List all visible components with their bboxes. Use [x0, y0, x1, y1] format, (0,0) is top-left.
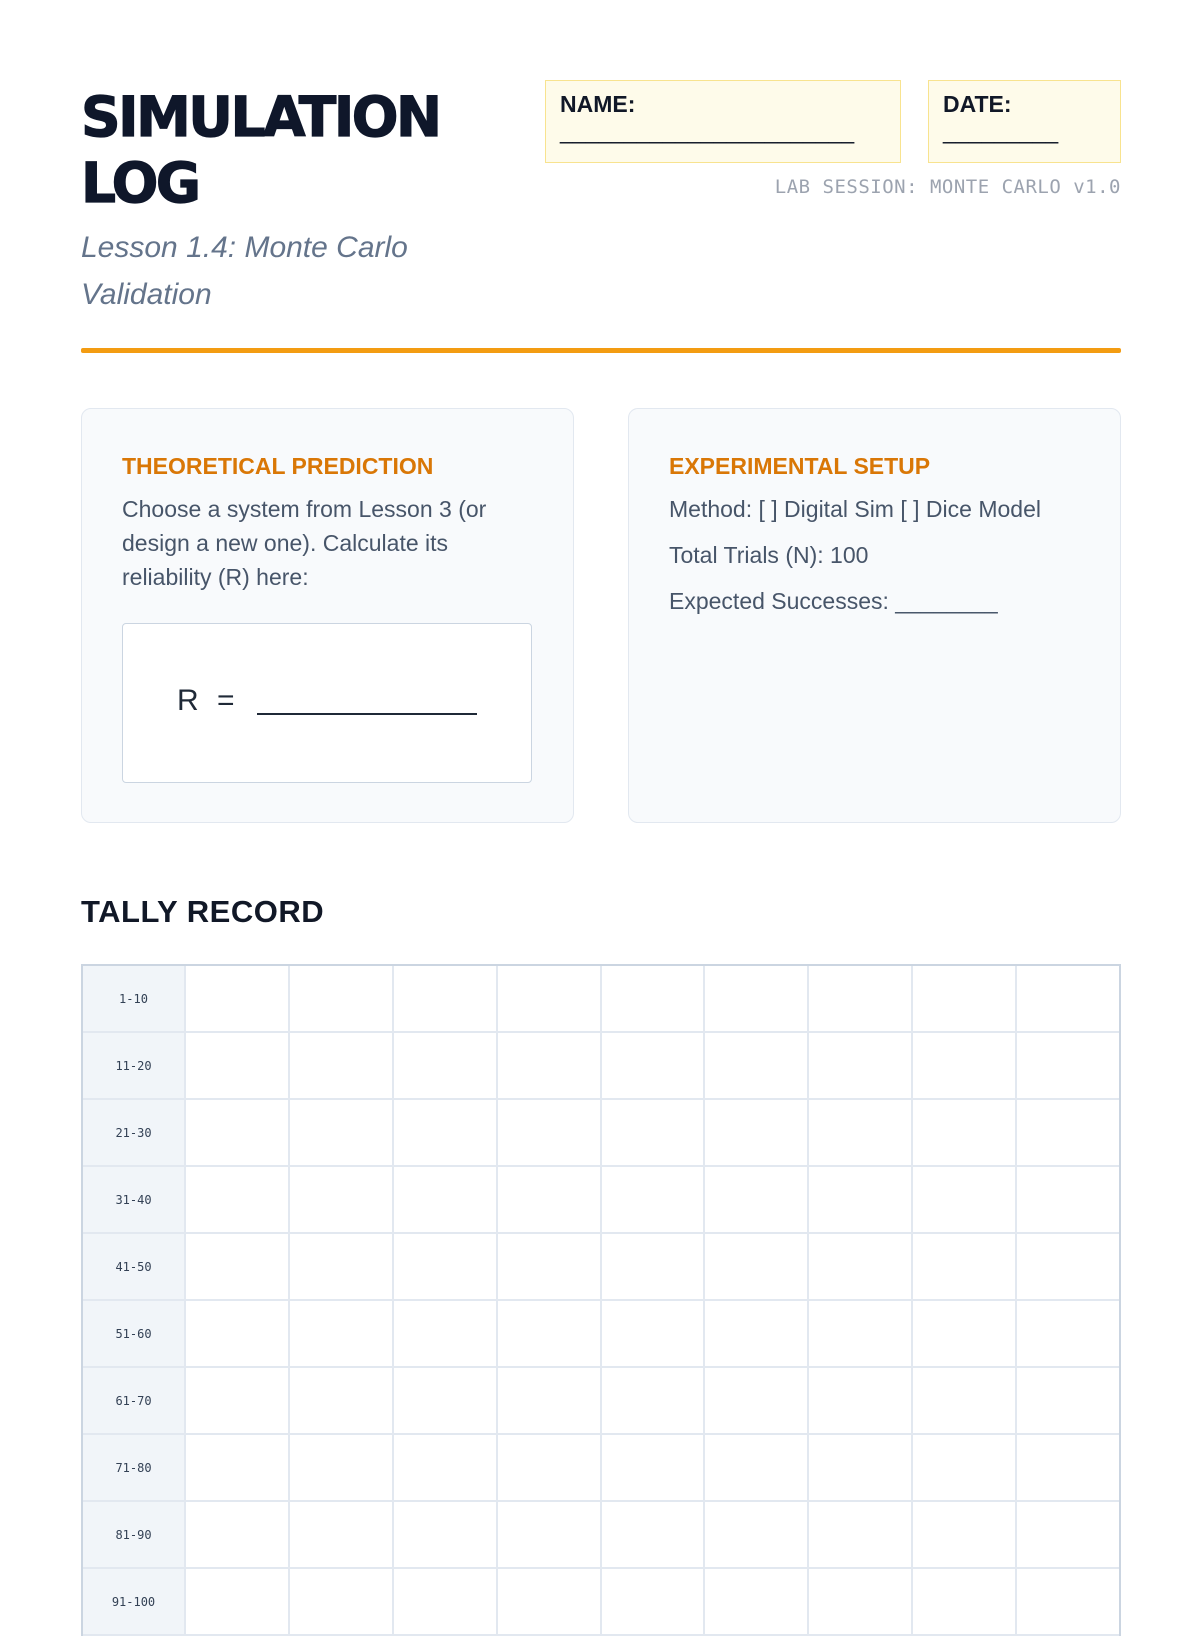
- tally-row: [83, 1368, 1119, 1435]
- tally-cell[interactable]: [705, 1100, 809, 1165]
- tally-row: [83, 1100, 1119, 1167]
- tally-cell[interactable]: [1017, 1234, 1119, 1299]
- tally-cell[interactable]: [394, 1234, 498, 1299]
- tally-cell[interactable]: [602, 1435, 706, 1500]
- tally-cell[interactable]: [1017, 1435, 1119, 1500]
- tally-cell[interactable]: [602, 1502, 706, 1567]
- tally-cell[interactable]: [1017, 1167, 1119, 1232]
- tally-cell[interactable]: [602, 1368, 706, 1433]
- name-field[interactable]: [545, 80, 901, 163]
- tally-cell[interactable]: [186, 1435, 290, 1500]
- tally-row-label: 51-60: [83, 1301, 186, 1366]
- tally-row: [83, 1569, 1119, 1636]
- title-line-1: SIMULATION: [81, 85, 440, 149]
- tally-cell[interactable]: [809, 1301, 913, 1366]
- page-title: [81, 84, 501, 216]
- tally-cell[interactable]: [913, 1368, 1017, 1433]
- tally-cell[interactable]: [394, 1435, 498, 1500]
- tally-cell[interactable]: [913, 1033, 1017, 1098]
- tally-cell[interactable]: [913, 1435, 1017, 1500]
- date-blank: _________: [943, 118, 1059, 144]
- title-line-2: LOG: [81, 151, 199, 215]
- tally-cell[interactable]: [705, 1033, 809, 1098]
- tally-cell[interactable]: [394, 1100, 498, 1165]
- tally-cell[interactable]: [290, 1435, 394, 1500]
- tally-cell[interactable]: [1017, 1368, 1119, 1433]
- tally-cell[interactable]: [1017, 1569, 1119, 1634]
- tally-cell[interactable]: [290, 1234, 394, 1299]
- experimental-setup-card: [628, 408, 1121, 823]
- tally-cell[interactable]: [705, 1502, 809, 1567]
- tally-row-label: 61-70: [83, 1368, 186, 1433]
- tally-cell[interactable]: [186, 1167, 290, 1232]
- name-blank: _______________________: [560, 118, 855, 144]
- tally-cell[interactable]: [602, 1033, 706, 1098]
- tally-cell[interactable]: [809, 1435, 913, 1500]
- tally-cell[interactable]: [498, 1569, 602, 1634]
- tally-cell[interactable]: [498, 1368, 602, 1433]
- tally-cell[interactable]: [498, 1502, 602, 1567]
- tally-cell[interactable]: [809, 1368, 913, 1433]
- tally-cell[interactable]: [290, 1167, 394, 1232]
- tally-cell[interactable]: [809, 966, 913, 1031]
- tally-row: [83, 1301, 1119, 1368]
- tally-row-label: 81-90: [83, 1502, 186, 1567]
- answer-underline[interactable]: [257, 713, 477, 715]
- tally-cell[interactable]: [602, 1167, 706, 1232]
- name-label: NAME:: [560, 91, 636, 117]
- tally-cell[interactable]: [498, 1234, 602, 1299]
- tally-cell[interactable]: [498, 1301, 602, 1366]
- tally-cell[interactable]: [809, 1569, 913, 1634]
- r-symbol: R: [177, 684, 199, 717]
- tally-cell[interactable]: [705, 1234, 809, 1299]
- tally-cell[interactable]: [186, 1100, 290, 1165]
- tally-cell[interactable]: [186, 1502, 290, 1567]
- tally-cell[interactable]: [809, 1167, 913, 1232]
- page-subtitle: [81, 224, 501, 318]
- tally-cell[interactable]: [1017, 1301, 1119, 1366]
- tally-cell[interactable]: [705, 1301, 809, 1366]
- total-trials-line: Total Trials (N): 100: [669, 542, 869, 568]
- tally-cell[interactable]: [290, 966, 394, 1031]
- tally-cell[interactable]: [290, 1301, 394, 1366]
- tally-cell[interactable]: [186, 1301, 290, 1366]
- tally-cell[interactable]: [913, 1234, 1017, 1299]
- tally-cell[interactable]: [290, 1368, 394, 1433]
- tally-cell[interactable]: [705, 1368, 809, 1433]
- tally-cell[interactable]: [394, 1502, 498, 1567]
- tally-cell[interactable]: [498, 1033, 602, 1098]
- tally-cell[interactable]: [602, 966, 706, 1031]
- worksheet-page: [81, 0, 1121, 1609]
- tally-cell[interactable]: [290, 1502, 394, 1567]
- tally-cell[interactable]: [809, 1234, 913, 1299]
- tally-row-label: 1-10: [83, 966, 186, 1031]
- subtitle-line-2: Validation: [81, 278, 212, 311]
- tally-cell[interactable]: [809, 1033, 913, 1098]
- tally-cell[interactable]: [1017, 1502, 1119, 1567]
- date-field[interactable]: [928, 80, 1121, 163]
- tally-row: [83, 1435, 1119, 1502]
- tally-cell[interactable]: [602, 1100, 706, 1165]
- tally-cell[interactable]: [913, 1502, 1017, 1567]
- header-divider: [81, 348, 1121, 353]
- method-line[interactable]: Method: [ ] Digital Sim [ ] Dice Model: [669, 496, 1041, 522]
- tally-cell[interactable]: [602, 1234, 706, 1299]
- tally-cell[interactable]: [913, 1569, 1017, 1634]
- tally-cell[interactable]: [913, 966, 1017, 1031]
- tally-cell[interactable]: [394, 1301, 498, 1366]
- tally-cell[interactable]: [913, 1301, 1017, 1366]
- theoretical-prediction-instructions: Choose a system from Lesson 3 (or design a new one). Calculate its reliability (R) here:: [122, 496, 487, 590]
- tally-cell[interactable]: [705, 1569, 809, 1634]
- theoretical-prediction-title: THEORETICAL PREDICTION: [122, 453, 434, 479]
- tally-cell[interactable]: [290, 1100, 394, 1165]
- tally-cell[interactable]: [602, 1569, 706, 1634]
- tally-row-label: 41-50: [83, 1234, 186, 1299]
- tally-cell[interactable]: [705, 966, 809, 1031]
- tally-row: [83, 1033, 1119, 1100]
- tally-cell[interactable]: [394, 1167, 498, 1232]
- tally-cell[interactable]: [498, 1167, 602, 1232]
- tally-cell[interactable]: [498, 1435, 602, 1500]
- tally-cell[interactable]: [186, 1033, 290, 1098]
- tally-record-heading: TALLY RECORD: [81, 894, 325, 929]
- tally-row: [83, 1234, 1119, 1301]
- equals-sign: =: [217, 684, 235, 717]
- tally-cell[interactable]: [1017, 1033, 1119, 1098]
- tally-cell[interactable]: [705, 1167, 809, 1232]
- tally-cell[interactable]: [290, 1033, 394, 1098]
- tally-row-label: 21-30: [83, 1100, 186, 1165]
- tally-row-label: 71-80: [83, 1435, 186, 1500]
- experimental-setup-title: EXPERIMENTAL SETUP: [669, 453, 931, 479]
- tally-cell[interactable]: [913, 1167, 1017, 1232]
- date-label: DATE:: [943, 91, 1012, 117]
- tally-cell[interactable]: [1017, 1100, 1119, 1165]
- tally-cell[interactable]: [809, 1100, 913, 1165]
- expected-successes-line[interactable]: Expected Successes: ________: [669, 588, 998, 614]
- tally-cell[interactable]: [705, 1435, 809, 1500]
- tally-row: [83, 966, 1119, 1033]
- tally-cell[interactable]: [186, 1234, 290, 1299]
- session-tag: LAB SESSION: MONTE CARLO v1.0: [774, 176, 1121, 198]
- tally-grid: [81, 964, 1121, 1636]
- tally-cell[interactable]: [394, 1569, 498, 1634]
- tally-cell[interactable]: [602, 1301, 706, 1366]
- tally-cell[interactable]: [913, 1100, 1017, 1165]
- tally-cell[interactable]: [394, 1368, 498, 1433]
- tally-row: [83, 1167, 1119, 1234]
- tally-cell[interactable]: [1017, 966, 1119, 1031]
- tally-cell[interactable]: [290, 1569, 394, 1634]
- tally-cell[interactable]: [394, 1033, 498, 1098]
- tally-cell[interactable]: [394, 966, 498, 1031]
- tally-row: [83, 1502, 1119, 1569]
- tally-cell[interactable]: [186, 966, 290, 1031]
- tally-cell[interactable]: [186, 1569, 290, 1634]
- tally-row-label: 11-20: [83, 1033, 186, 1098]
- tally-cell[interactable]: [498, 966, 602, 1031]
- reliability-answer-box[interactable]: [122, 623, 532, 783]
- tally-cell[interactable]: [186, 1368, 290, 1433]
- tally-row-label: 91-100: [83, 1569, 186, 1634]
- tally-row-label: 31-40: [83, 1167, 186, 1232]
- tally-cell[interactable]: [498, 1100, 602, 1165]
- title-block: [81, 84, 501, 318]
- tally-cell[interactable]: [809, 1502, 913, 1567]
- theoretical-prediction-card: [81, 408, 574, 823]
- subtitle-line-1: Lesson 1.4: Monte Carlo: [81, 231, 408, 264]
